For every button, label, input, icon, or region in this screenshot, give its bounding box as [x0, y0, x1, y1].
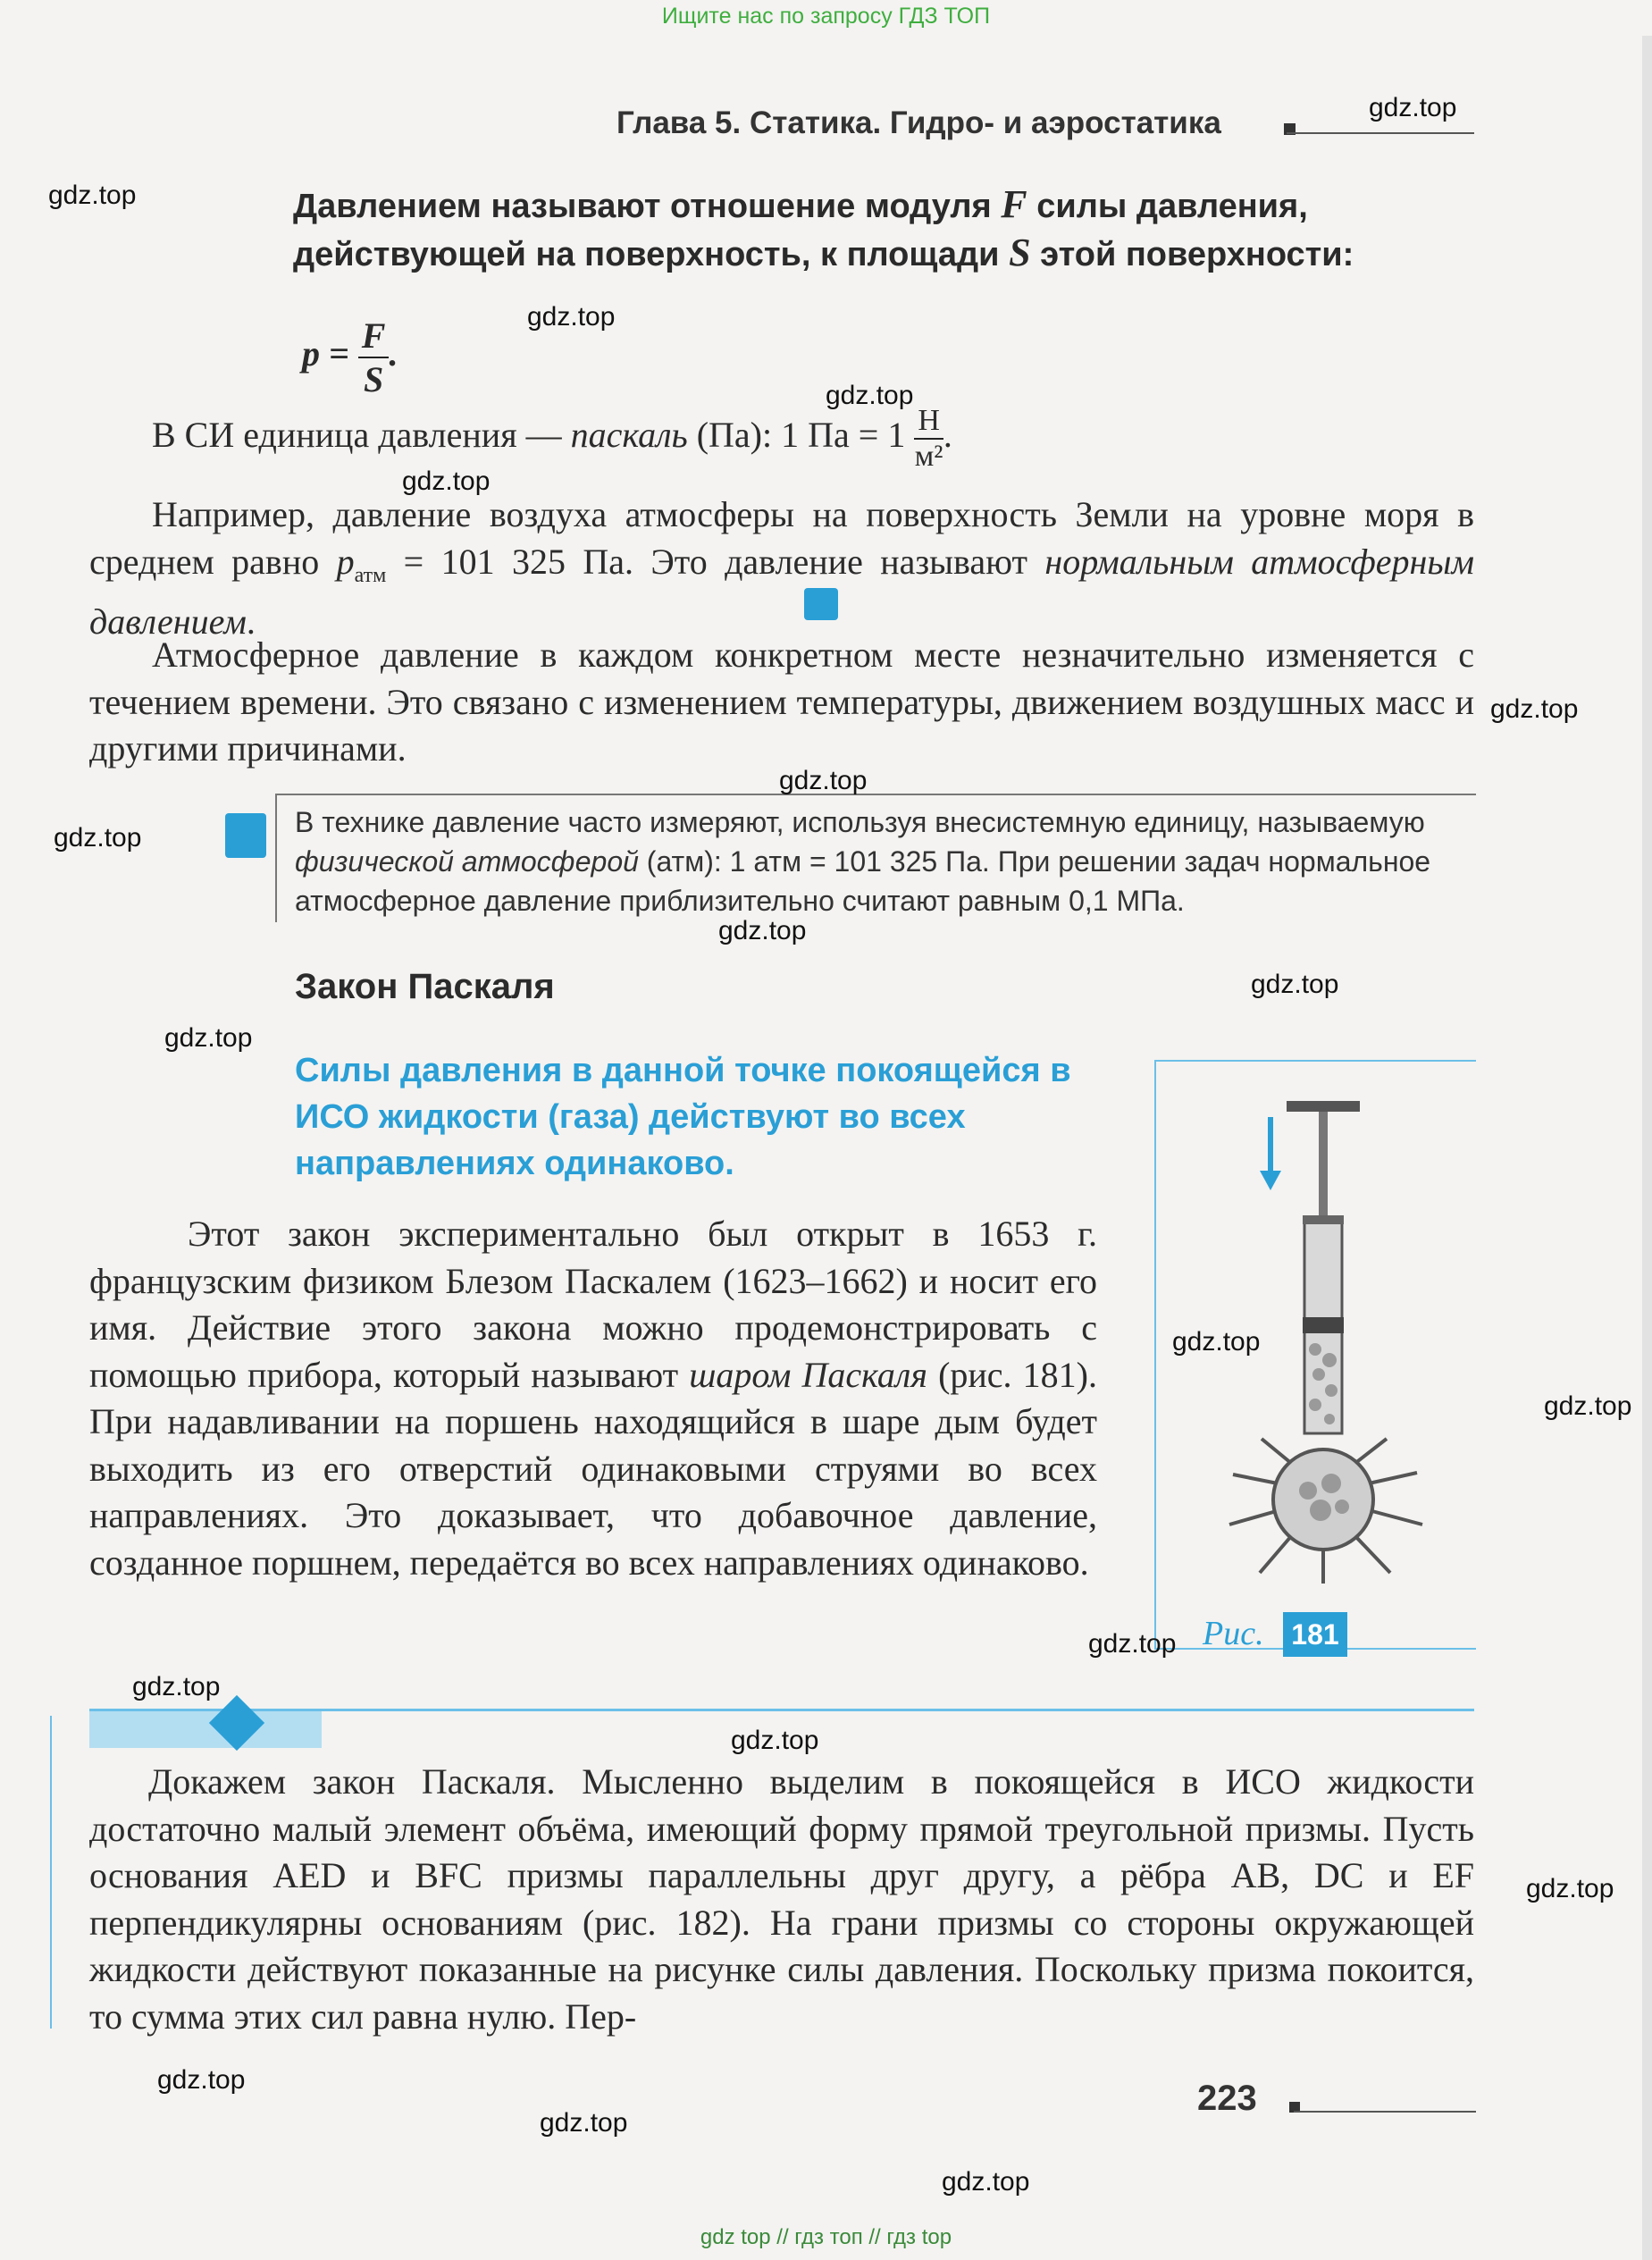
watermark: gdz.top: [779, 766, 868, 795]
pascal-paragraph: [89, 1211, 1097, 1586]
pressure-change-paragraph: Атмосферное давление в каждом конкретном месте незначительно изменяется с течением времени. Это связано с изменением температуры, движением воздушных масс и другими причинами.: [89, 634, 1474, 769]
chapter-title: Глава 5. Статика. Гидро- и аэростатика: [616, 105, 1221, 140]
watermark: gdz.top: [164, 1023, 253, 1053]
watermark: gdz.top: [1369, 93, 1457, 122]
glass-ball: [1273, 1449, 1373, 1550]
watermark: gdz.top: [1251, 970, 1339, 999]
note-part2: (атм): 1 атм = 101 325 Па. При решении задач нормальное атмосферное давление приблизительно считают равным 0,1 МПа.: [295, 845, 1431, 917]
pascal-part1: Этот закон экспериментально был открыт в 1653 г. французским физиком Блезом Паскалем (1623–1662) и носит его имя. Действие этого закона можно продемонстрировать с помощью прибора, который называют: [89, 1214, 1097, 1395]
watermark: gdz.top: [1490, 694, 1579, 724]
watermark: gdz.top: [1526, 1874, 1614, 1903]
definition-part3: этой поверхности:: [1030, 236, 1354, 273]
bottom-banner[interactable]: gdz top // гдз топ // гдз top: [700, 2225, 952, 2249]
note-part1: В технике давление часто измеряют, используя внесистемную единицу, называемую: [295, 806, 1425, 838]
formula-tail: .: [389, 333, 398, 374]
piston-arrow: [1260, 1117, 1281, 1190]
cylinder-cap: [1303, 1215, 1344, 1224]
proof-left-rule: [50, 1716, 52, 2029]
watermark: gdz.top: [826, 381, 914, 410]
page-edge-shadow: [1642, 36, 1652, 2260]
formula-numerator: F: [358, 315, 390, 358]
atm-term: нормальным атмосферным давлением: [89, 541, 1474, 642]
si-unit-name: паскаль: [570, 415, 688, 456]
si-unit-rest: (Па): 1 Па = 1: [687, 415, 906, 456]
formula-denominator: S: [364, 359, 384, 399]
si-unit-line: [152, 404, 952, 474]
watermark: gdz.top: [540, 2108, 628, 2138]
pascal-law-statement: Силы давления в данной точке покоящейся в ИСО жидкости (газа) действуют во всех направлениях одинаково.: [295, 1052, 1071, 1182]
header-rule: [1287, 132, 1474, 134]
watermark: gdz.top: [1172, 1327, 1261, 1357]
definition-part2: силы давления, действующей на поверхность, к площади: [293, 188, 1308, 273]
top-banner[interactable]: Ищите нас по запросу ГДЗ ТОП: [661, 4, 991, 29]
piston: [1303, 1317, 1344, 1333]
watermark: gdz.top: [731, 1726, 819, 1755]
watermark: gdz.top: [157, 2065, 246, 2095]
watermark: gdz.top: [54, 823, 142, 853]
watermark: gdz.top: [527, 302, 616, 332]
piston-rod: [1319, 1112, 1328, 1219]
watermark: gdz.top: [1088, 1629, 1177, 1659]
watermark: gdz.top: [1544, 1391, 1632, 1421]
atm-var-p: p: [336, 541, 355, 582]
proof-paragraph: Докажем закон Паскаля. Мысленно выделим в покоящейся в ИСО жидкости достаточно малый элемент объёма, имеющий форму прямой треугольной призмы. Пусть основания AED и BFC призмы параллельны друг другу, а рёбра AB, DC и EF перпендикулярны основаниям (рис. 182). На грани призмы со стороны окружающей жидкости действуют показанные на рисунке силы давления. Поскольку призма покоится, то сумма этих сил равна нулю. Пер-: [89, 1761, 1474, 2037]
note-icon: [225, 813, 266, 858]
watermark: gdz.top: [48, 181, 137, 210]
pascal-term: шаром Паскаля: [689, 1354, 927, 1395]
note-text: [295, 802, 1474, 920]
proof-band: [89, 1709, 322, 1748]
page-rule: [1294, 2111, 1476, 2113]
note-term: физической атмосферой: [295, 845, 639, 878]
section-heading: Закон Паскаля: [295, 967, 555, 1006]
definition-part1: Давлением называют отношение модуля: [293, 188, 1002, 225]
figure-number: 181: [1283, 1612, 1347, 1657]
definition-var-s: S: [1009, 231, 1031, 274]
si-unit-text: В СИ единица давления —: [152, 415, 571, 456]
si-unit-numerator: Н: [914, 404, 943, 440]
watermark: gdz.top: [132, 1672, 221, 1701]
pressure-formula: [302, 315, 398, 400]
atm-subscript: атм: [354, 563, 387, 587]
formula-lhs: p =: [302, 333, 349, 374]
si-unit-fraction: [914, 404, 943, 474]
pressure-definition: [293, 181, 1474, 278]
piston-handle: [1287, 1101, 1360, 1112]
si-unit-denominator: м²: [914, 440, 943, 473]
figure-caption: Рис.: [1203, 1615, 1264, 1652]
watermark: gdz.top: [942, 2167, 1030, 2197]
page-number: 223: [1197, 2079, 1257, 2118]
watermark: gdz.top: [718, 916, 807, 945]
atm-part3: .: [246, 601, 256, 642]
pascal-part2: (рис. 181). При надавливании на поршень находящийся в шаре дым будет выходить из его отверстий одинаковыми струями во всех направлениях. Это доказывает, что добавочное давление, созданное поршнем, передаётся во всех направлениях одинаково.: [89, 1354, 1097, 1583]
proof-rule: [89, 1709, 1474, 1711]
watermark: gdz.top: [402, 466, 491, 496]
margin-note-icon: [804, 588, 838, 620]
definition-var-f: F: [1001, 182, 1027, 226]
atm-part1: Например, давление воздуха атмосферы на поверхность Земли на уровне моря в среднем равно: [89, 494, 1474, 582]
atmosphere-paragraph: [89, 491, 1474, 646]
atm-part2: = 101 325 Па. Это давление называют: [386, 541, 1045, 582]
formula-fraction: [358, 315, 390, 400]
si-unit-tail: .: [943, 415, 952, 456]
